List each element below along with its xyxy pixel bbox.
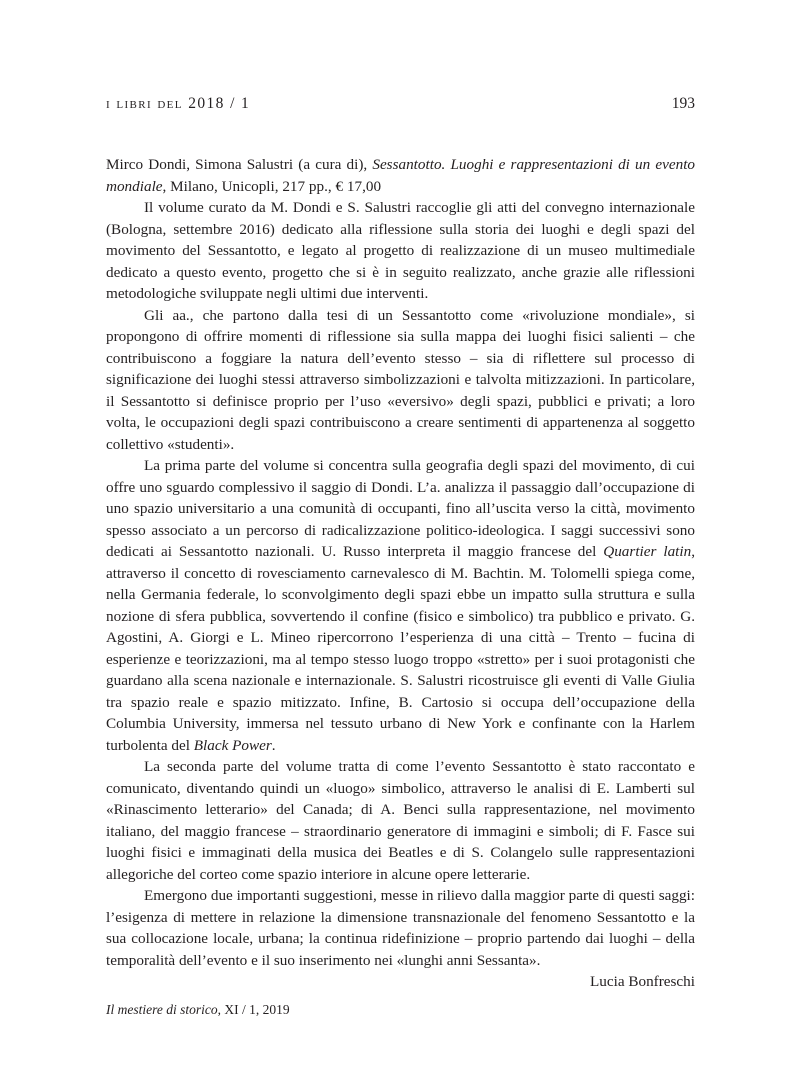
paragraph-2: Gli aa., che partono dalla tesi di un Sessantotto come «rivoluzione mondiale», si propongono di offrire momenti di riflessione sia sulla mappa dei luoghi fisici salienti – che contribuiscono a foggiare la natura dell’evento stesso – sia di riflettere sul processo di significazione dei luoghi stessi attraverso simbolizzazioni e talvolta mitizzazioni. In particolare, il Sessantotto si definisce proprio per l’uso «eversivo» degli spazi, pubblici e privati; a loro volta, le occupazioni degli spazi contribuiscono a creare sentimenti di appartenenza al soggetto collettivo «studenti». <box>106 306 695 453</box>
journal-issue: , XI / 1, 2019 <box>217 1002 290 1017</box>
page-footer <box>106 1002 290 1018</box>
journal-name: Il mestiere di storico <box>106 1002 218 1017</box>
book-citation <box>106 154 695 197</box>
paragraph-3 <box>106 455 695 756</box>
paragraph-3-text-e: . <box>271 736 276 754</box>
paragraph-3-text-a: La prima parte del volume si concentra sulla geografia degli spazi del movimento, di cui offre uno sguardo complessivo il saggio di Dondi. L’a. analizza il passaggio dall’occupazione di uno spazio universitario a una comunità di occupanti, fino all’uscita verso la città, movimento spesso associato a un percorso di radicalizzazione politico-ideologica. I saggi successivi sono dedicati ai Sessantotto nazionali. U. Russo interpreta il maggio francese del <box>106 457 695 560</box>
paragraph-4: La seconda parte del volume tratta di come l’evento Sessantotto è stato raccontato e comunicato, diventando quindi un «luogo» simbolico, attraverso le analisi di E. Lamberti sul «Rinascimento letterario» del Canada; di A. Benci sulla rappresentazione, nel movimento italiano, del maggio francese – straordinario generatore di immagini e simboli; di F. Fasce sui luoghi fisici e immaginati della musica dei Beatles e di S. Colangelo sulle rappresentazioni allegoriche del corteo come spazio interiore in alcune opere letterarie. <box>106 758 695 883</box>
running-head: i libri del 2018 / 1 <box>106 95 251 112</box>
page-header <box>106 95 695 119</box>
paragraph-1: Il volume curato da M. Dondi e S. Salustri raccoglie gli atti del convegno internazionale (Bologna, settembre 2016) dedicato alla riflessione sulla storia dei luoghi e degli spazi del movimento del Sessantotto, e legato al progetto di realizzazione di un museo multimediale dedicato a questo evento, progetto che si è in seguito realizzato, anche grazie alle riflessioni metodologiche sviluppate negli ultimi due interventi. <box>106 199 695 302</box>
citation-publication: , Milano, Unicopli, 217 pp., € 17,00 <box>162 177 382 195</box>
paragraph-3-text-c: , attraverso il concetto di rovesciamento carnevalesco di M. Bachtin. M. Tolomelli spiega come, nella Germania federale, lo sconvolgimento degli spazi ebbe un impatto sulla struttura e sulla nozione di sfera pubblica, sovvertendo il confine (fisico e simbolico) tra pubblico e privato. G. Agostini, A. Giorgi e L. Mineo ripercorrono l’esperienza di una città – Trento – fucina di esperienze e teorizzazioni, ma al tempo stesso luogo troppo «stretto» per i suoi protagonisti che guardano alla scena nazionale e internazionale. S. Salustri ricostruisce gli eventi di Valle Giulia tra spazio reale e spazio mitizzato. Infine, B. Cartosio si occupa dell’occupazione della Columbia University, immersa nel tessuto urbano di New York e confinante con la Harlem turbolenta del <box>106 543 695 754</box>
page-number: 193 <box>671 95 695 112</box>
reviewer-signature: Lucia Bonfreschi <box>589 973 695 990</box>
citation-authors: Mirco Dondi, Simona Salustri (a cura di), <box>106 156 373 173</box>
review-content <box>106 154 695 993</box>
paragraph-3-italic-black-power: Black Power <box>193 736 272 754</box>
paragraph-5: Emergono due importanti suggestioni, messe in rilievo dalla maggior parte di questi saggi: l’esigenza di mettere in relazione la dimensione transnazionale del fenomeno Sessantotto e la sua collocazione locale, urbana; la continua ridefinizione – proprio partendo dai luoghi – della temporalità dell’evento e il suo inserimento nei «lunghi anni Sessanta». <box>106 887 695 969</box>
citation-title: Sessantotto. Luoghi e rappresentazioni di un evento mondiale <box>106 156 696 195</box>
paragraph-3-italic-quartier: Quartier latin <box>603 543 692 560</box>
